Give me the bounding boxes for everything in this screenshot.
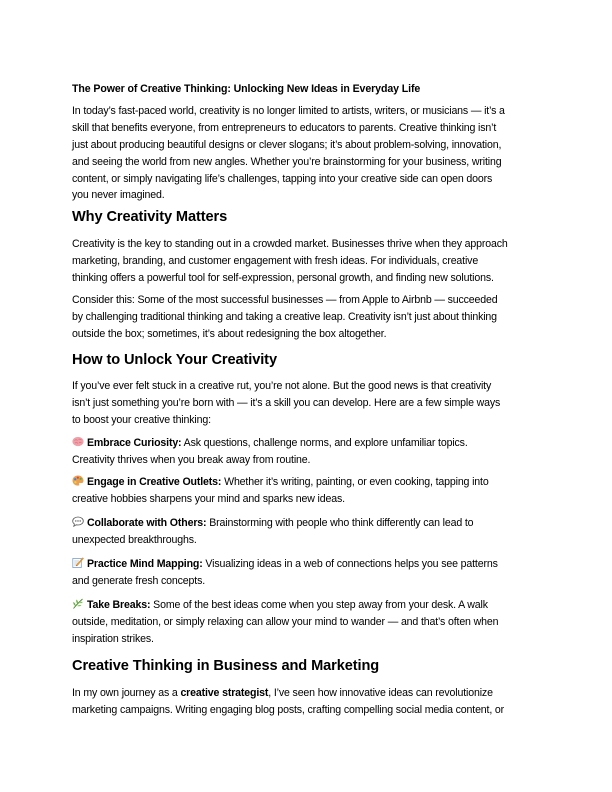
- tip-embrace-curiosity: [72, 435, 548, 469]
- tip-label: Embrace Curiosity:: [87, 437, 182, 449]
- business-marketing-paragraph: [72, 685, 548, 719]
- tip-label: Practice Mind Mapping:: [87, 558, 203, 570]
- tip-label: Collaborate with Others:: [87, 517, 207, 529]
- intro-paragraph: [72, 103, 548, 204]
- tip-text: Ask questions, challenge norms, and explore unfamiliar topics.: [181, 437, 468, 449]
- text-line: In today’s fast-paced world, creativity is no longer limited to artists, writers, or musicians — it’s a: [72, 105, 505, 117]
- text-line: skill that benefits everyone, from entrepreneurs to educators to parents. Creative thinking isn’t: [72, 121, 497, 134]
- text-line: just about producing beautiful designs or clever slogans; it’s about problem-solving, innovation,: [72, 138, 502, 151]
- speech-bubble-icon: [72, 516, 84, 527]
- herb-leaf-icon: [72, 598, 84, 609]
- tip-take-breaks: [72, 597, 548, 648]
- tip-text: Brainstorming with people who think differently can lead to: [206, 517, 474, 529]
- text-run: In my own journey as a: [72, 687, 181, 699]
- tip-text: Whether it’s writing, painting, or even cooking, tapping into: [221, 476, 489, 488]
- text-line: creative hobbies sharpens your mind and sparks new ideas.: [72, 492, 345, 505]
- tip-practice-mind-mapping: [72, 556, 548, 590]
- emphasis-creative-strategist: creative strategist: [180, 687, 269, 699]
- text-line: [72, 515, 548, 532]
- text-line: unexpected breakthroughs.: [72, 533, 197, 546]
- text-line: [72, 597, 548, 614]
- text-line: inspiration strikes.: [72, 632, 154, 645]
- section-heading-how-to-unlock: How to Unlock Your Creativity: [72, 352, 277, 368]
- text-line: and seeing the world from new angles. Whether you’re brainstorming for your business, writing: [72, 155, 502, 168]
- text-line: content, or simply navigating life’s challenges, tapping into your creative side can open doors: [72, 172, 493, 185]
- memo-pencil-icon: [72, 557, 84, 568]
- tip-label: Take Breaks:: [87, 599, 151, 611]
- text-line: marketing, branding, and customer engagement with fresh ideas. For individuals, creative: [72, 254, 479, 267]
- text-line: Creativity is the key to standing out in a crowded market. Businesses thrive when they approach: [72, 238, 508, 250]
- brain-icon: [72, 436, 84, 447]
- text-line: thinking offers a powerful tool for self-expression, personal growth, and finding new solutions.: [72, 271, 494, 284]
- document-title: The Power of Creative Thinking: Unlocking New Ideas in Everyday Life: [72, 83, 421, 95]
- text-line: If you’ve ever felt stuck in a creative rut, you’re not alone. But the good news is that creativity: [72, 380, 492, 392]
- section-heading-why-creativity-matters: Why Creativity Matters: [72, 209, 228, 225]
- section-heading-business-marketing: Creative Thinking in Business and Marketing: [72, 658, 380, 674]
- text-line: [72, 685, 548, 702]
- artist-palette-icon: [72, 475, 84, 486]
- tip-text: Some of the best ideas come when you step away from your desk. A walk: [150, 599, 488, 611]
- text-line: Consider this: Some of the most successful businesses — from Apple to Airbnb — succeeded: [72, 294, 498, 306]
- text-line: [72, 556, 548, 573]
- text-line: [72, 435, 548, 452]
- how-to-unlock-paragraph: [72, 378, 548, 429]
- text-line: outside, meditation, or simply relaxing can allow your mind to wander — and that’s often when: [72, 615, 499, 628]
- text-line: and generate fresh concepts.: [72, 574, 206, 587]
- text-line: by challenging traditional thinking and taking a creative leap. Creativity isn’t just about thinking: [72, 310, 497, 323]
- tip-label: Engage in Creative Outlets:: [87, 476, 222, 488]
- text-line: [72, 474, 548, 491]
- text-line: outside the box; sometimes, it’s about redesigning the box altogether.: [72, 327, 387, 340]
- why-creativity-paragraph-1: [72, 236, 548, 287]
- why-creativity-paragraph-2: [72, 292, 548, 343]
- text-run: , I’ve seen how innovative ideas can revolutionize: [268, 687, 493, 699]
- text-line: marketing campaigns. Writing engaging blog posts, crafting compelling social media content, or: [72, 703, 505, 716]
- text-line: you never imagined.: [72, 189, 165, 202]
- tip-collaborate-with-others: [72, 515, 548, 549]
- tip-text: Visualizing ideas in a web of connections helps you see patterns: [202, 558, 498, 570]
- tip-engage-creative-outlets: [72, 474, 548, 508]
- text-line: isn’t just something you’re born with — it’s a skill you can develop. Here are a few simple ways: [72, 396, 501, 409]
- text-line: to boost your creative thinking:: [72, 413, 211, 426]
- text-line: Creativity thrives when you break away from routine.: [72, 453, 311, 466]
